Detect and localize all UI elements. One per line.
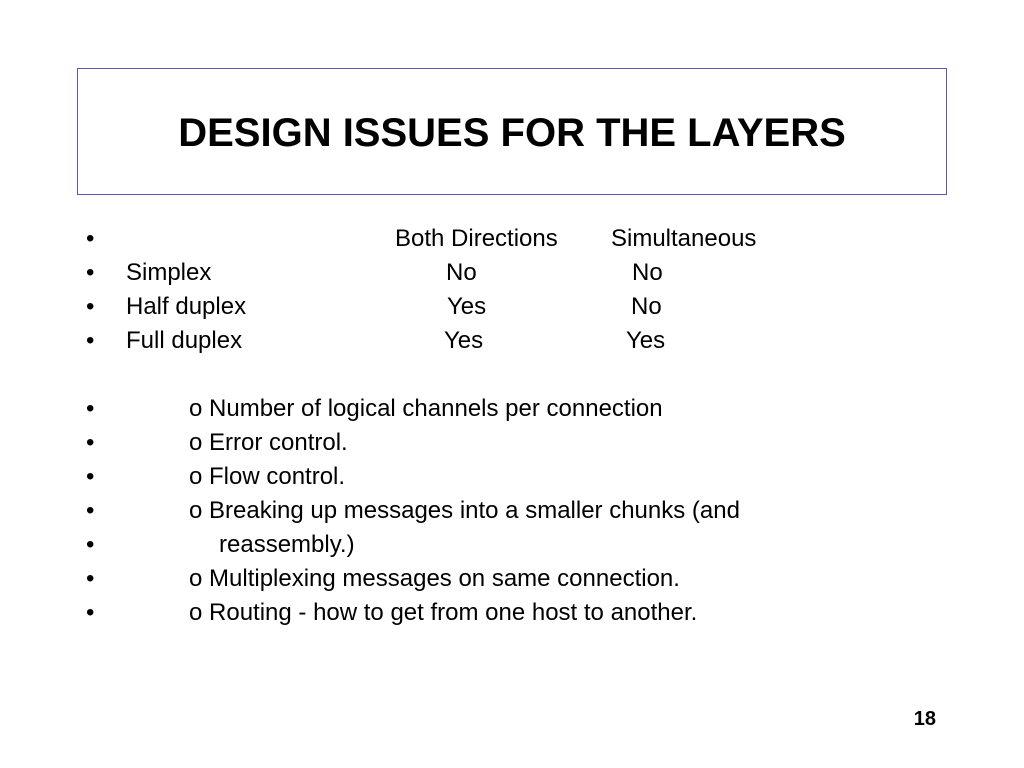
slide-title: DESIGN ISSUES FOR THE LAYERS (178, 111, 846, 155)
list-item (0, 460, 1024, 494)
table-cell-both-directions: Yes (447, 293, 487, 320)
slide-title-box (77, 68, 947, 195)
issue-text: reassembly.) (219, 531, 355, 558)
issue-text: o Flow control. (189, 463, 346, 490)
table-cell-mode: Half duplex (126, 293, 247, 320)
issue-text: o Number of logical channels per connection (189, 395, 663, 422)
table-row-simplex (0, 256, 1024, 290)
issue-text: o Error control. (189, 429, 348, 456)
table-header-row (0, 222, 1024, 256)
table-row-full-duplex (0, 324, 1024, 358)
bullet-icon: • (86, 463, 95, 490)
bullet-icon: • (86, 293, 95, 320)
table-header-both-directions: Both Directions (395, 225, 558, 252)
bullet-icon: • (86, 565, 95, 592)
table-cell-both-directions: Yes (444, 327, 484, 354)
list-item (0, 392, 1024, 426)
bullet-icon: • (86, 259, 95, 286)
list-item (0, 562, 1024, 596)
bullet-icon: • (86, 429, 95, 456)
bullet-icon: • (86, 599, 95, 626)
table-row-half-duplex (0, 290, 1024, 324)
issue-text: o Multiplexing messages on same connection. (189, 565, 680, 592)
list-item (0, 426, 1024, 460)
list-item (0, 596, 1024, 630)
table-header-simultaneous: Simultaneous (611, 225, 757, 252)
issue-text: o Routing - how to get from one host to another. (189, 599, 698, 626)
table-cell-mode: Full duplex (126, 327, 243, 354)
list-item (0, 528, 1024, 562)
bullet-icon: • (86, 327, 95, 354)
table-cell-simultaneous: Yes (626, 327, 666, 354)
bullet-icon: • (86, 225, 95, 252)
table-cell-simultaneous: No (631, 293, 662, 320)
page-number: 18 (913, 708, 936, 730)
issue-text: o Breaking up messages into a smaller chunks (and (189, 497, 740, 524)
bullet-icon: • (86, 531, 95, 558)
list-item (0, 494, 1024, 528)
bullet-icon: • (86, 395, 95, 422)
table-cell-mode: Simplex (126, 259, 212, 286)
table-cell-both-directions: No (446, 259, 477, 286)
table-cell-simultaneous: No (632, 259, 663, 286)
bullet-icon: • (86, 497, 95, 524)
